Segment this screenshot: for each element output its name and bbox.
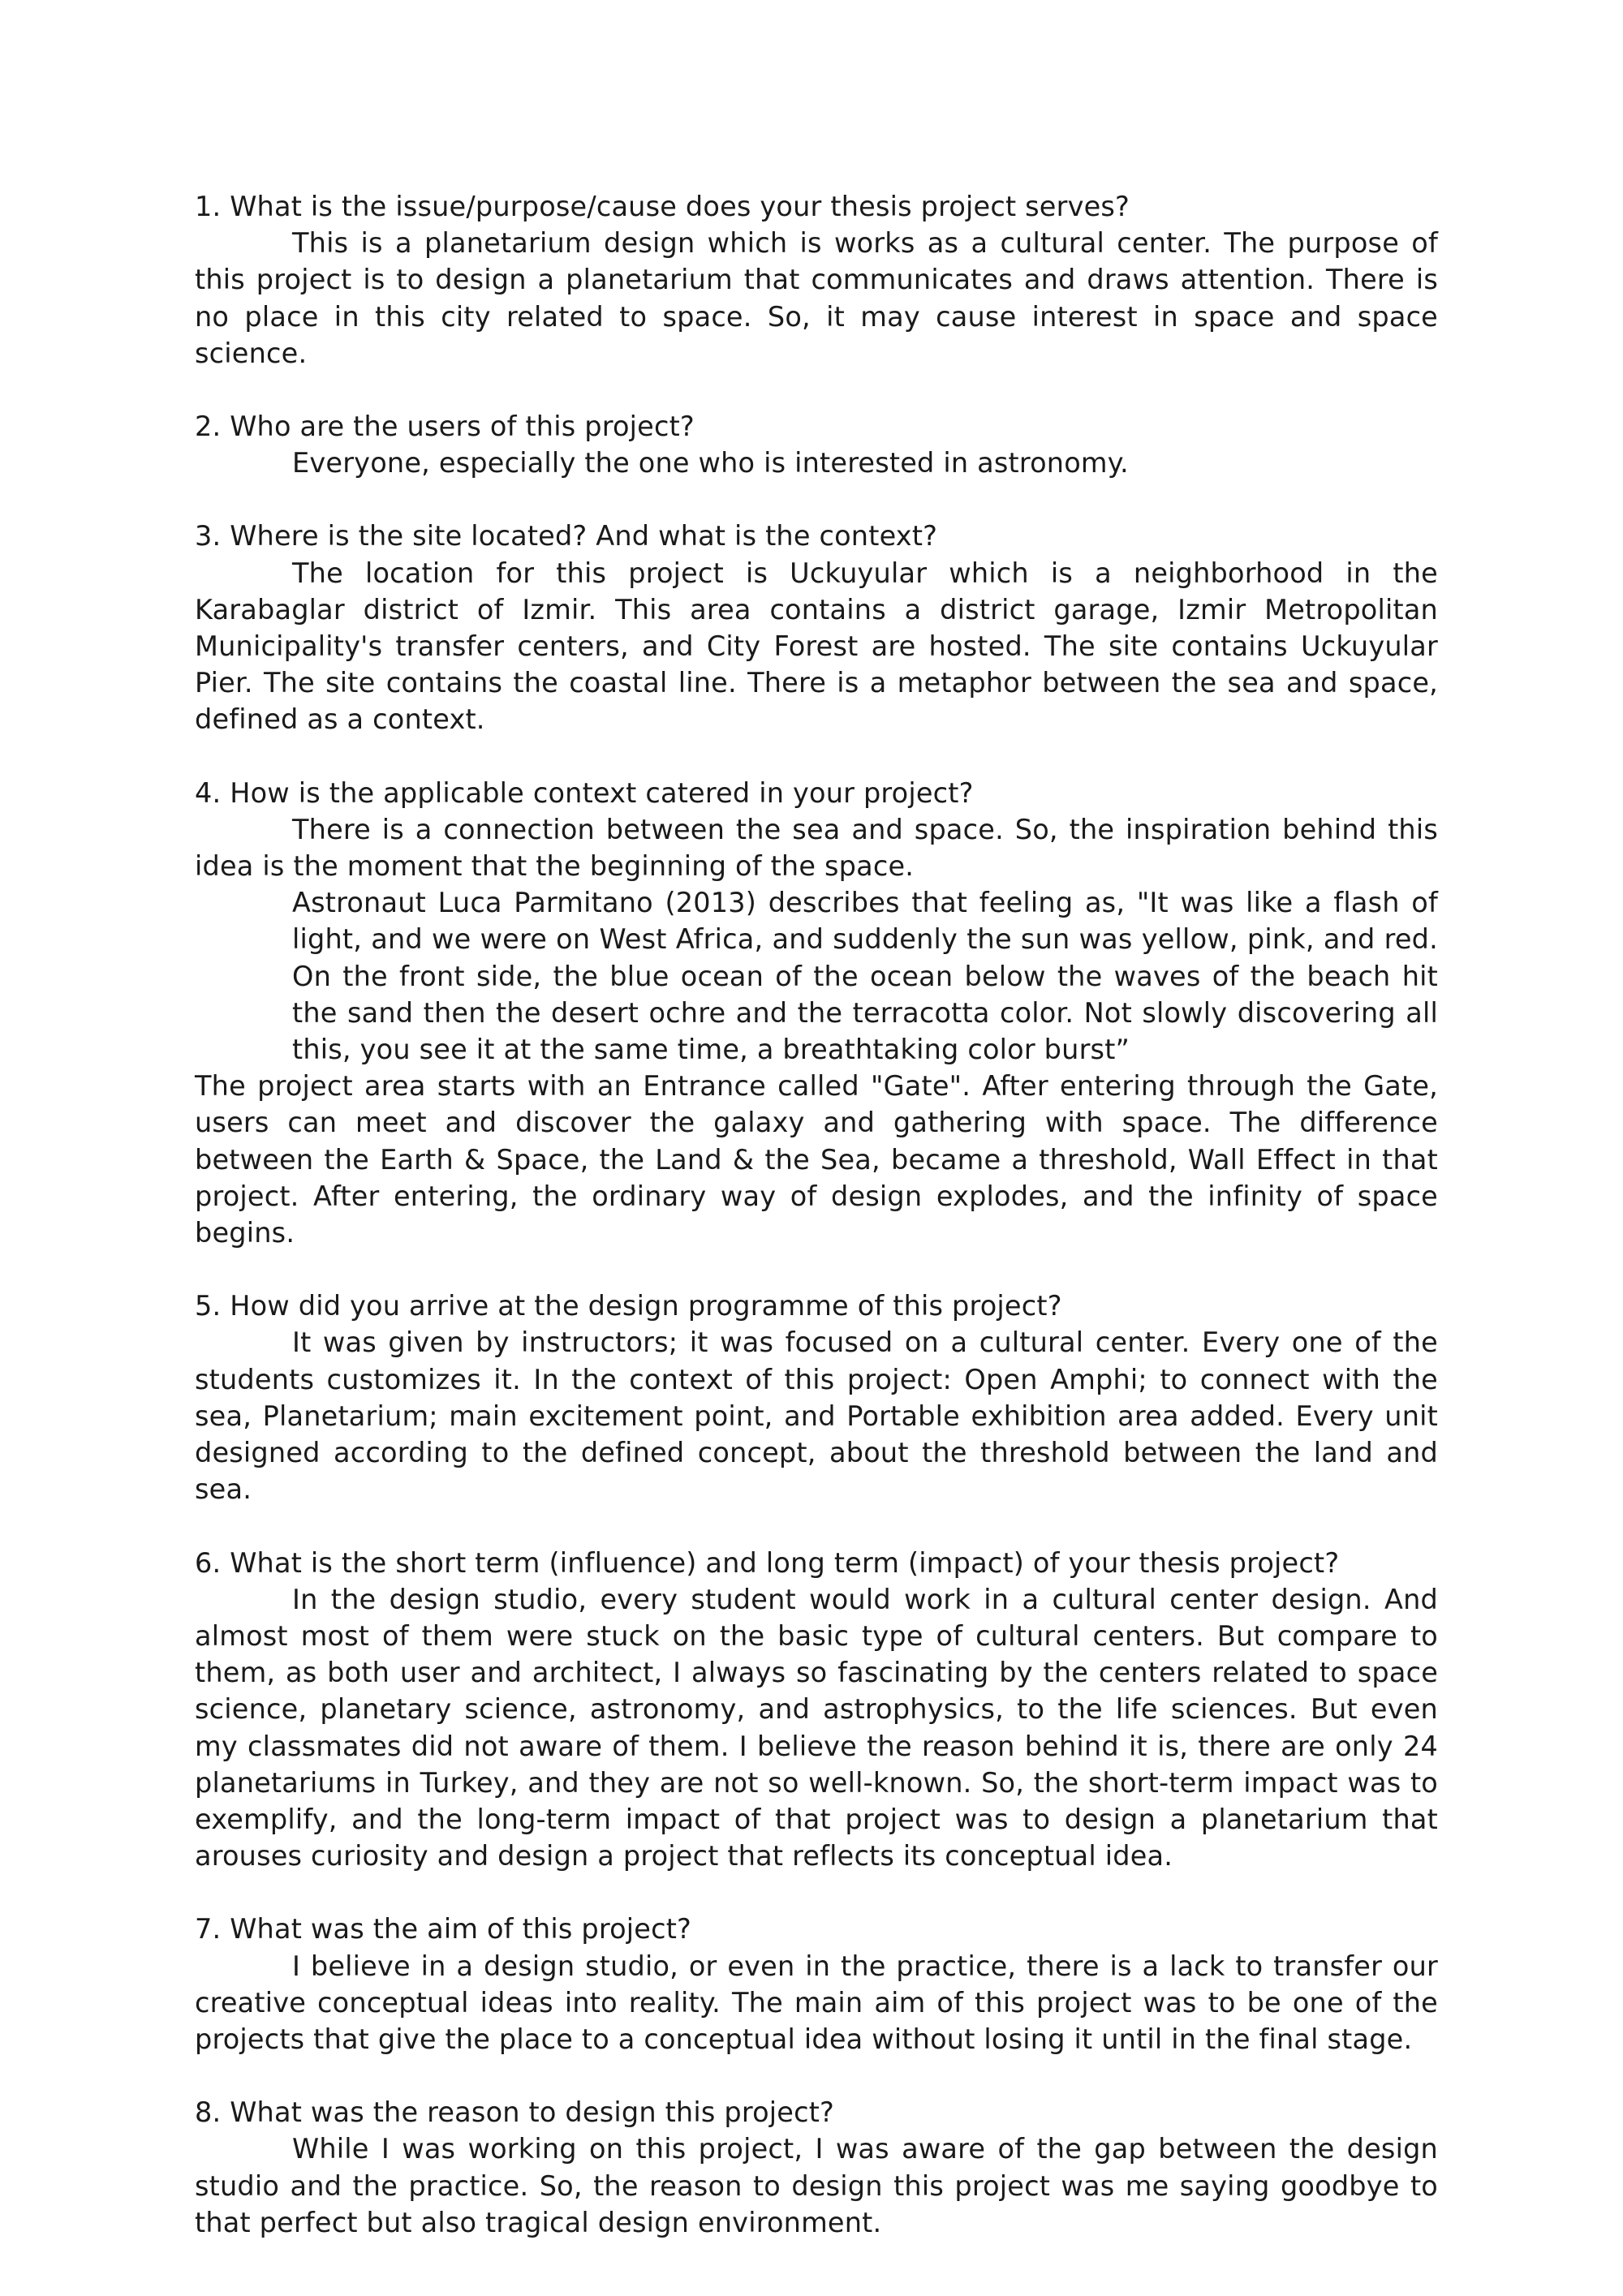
answer-2: Everyone, especially the one who is interested in astronomy. xyxy=(292,447,1129,479)
question-8: 8. What was the reason to design this project? xyxy=(195,2096,835,2129)
answer-7: I believe in a design studio, or even in the practice, there is a lack to transfer our creative conceptual ideas into reality. The main aim of this project was to be one of the projects that give the place to a conceptual idea without losing it until in the final stage. xyxy=(195,1950,1438,2055)
answer-4-quote: Astronaut Luca Parmitano (2013) describes that feeling as, "It was like a flash of light, and we were on West Africa, and suddenly the sun was yellow, pink, and red. On the front side, the blue ocean of the ocean below the waves of the beach hit the sand then the desert ochre and the terracotta color. Not slowly discovering all this, you see it at the same time, a breathtaking color burst” xyxy=(292,887,1438,1066)
section-6 xyxy=(195,1545,1438,1875)
question-1: 1. What is the issue/purpose/cause does your thesis project serves? xyxy=(195,191,1130,222)
answer-3: The location for this project is Uckuyular which is a neighborhood in the Karabaglar district of Izmir. This area contains a district garage, Izmir Metropolitan Municipality's transfer centers, and City Forest are hosted. The site contains Uckuyular Pier. The site contains the coastal line. There is a metaphor between the sea and space, defined as a context. xyxy=(195,557,1438,736)
question-3: 3. Where is the site located? And what is the context? xyxy=(195,520,938,553)
document-page xyxy=(195,188,1438,2277)
answer-6: In the design studio, every student would work in a cultural center design. And almost most of them were stuck on the basic type of cultural centers. But compare to them, as both user and architect, I always so fascinating by the centers related to space science, planetary science, astronomy, and astrophysics, to the life sciences. But even my classmates did not aware of them. I believe the reason behind it is, there are only 24 planetariums in Turkey, and they are not so well-known. So, the short-term impact was to exemplify, and the long-term impact of that project was to design a planetarium that arouses curiosity and design a project that reflects its conceptual idea. xyxy=(195,1583,1438,1872)
section-3 xyxy=(195,518,1438,737)
question-4: 4. How is the applicable context catered in your project? xyxy=(195,776,974,809)
answer-4-continued: The project area starts with an Entrance called "Gate". After entering through the Gate, users can meet and discover the galaxy and gathering with space. The difference between the Earth & Space, the Land & the Sea, became a threshold, Wall Effect in that project. After entering, the ordinary way of design explodes, and the infinity of space begins. xyxy=(195,1070,1438,1249)
section-4 xyxy=(195,775,1438,1252)
question-6: 6. What is the short term (influence) and long term (impact) of your thesis project? xyxy=(195,1546,1340,1579)
question-5: 5. How did you arrive at the design programme of this project? xyxy=(195,1290,1062,1322)
answer-1: This is a planetarium design which is works as a cultural center. The purpose of this project is to design a planetarium that communicates and draws attention. There is no place in this city related to space. So, it may cause interest in space and space science. xyxy=(195,227,1438,369)
answer-5: It was given by instructors; it was focused on a cultural center. Every one of the students customizes it. In the context of this project: Open Amphi; to connect with the sea, Planetarium; main excitement point, and Portable exhibition area added. Every unit designed according to the defined concept, about the threshold between the land and sea. xyxy=(195,1326,1438,1506)
section-5 xyxy=(195,1288,1438,1507)
section-8 xyxy=(195,2094,1438,2241)
section-7 xyxy=(195,1911,1438,2057)
question-7: 7. What was the aim of this project? xyxy=(195,1913,692,1946)
section-1 xyxy=(195,188,1438,372)
question-2: 2. Who are the users of this project? xyxy=(195,411,695,443)
answer-4: There is a connection between the sea and space. So, the inspiration behind this idea is the moment that the beginning of the space. xyxy=(195,813,1438,883)
answer-8: While I was working on this project, I was aware of the gap between the design studio and the practice. So, the reason to design this project was me saying goodbye to that perfect but also tragical design environment. xyxy=(195,2133,1438,2238)
section-2 xyxy=(195,408,1438,481)
